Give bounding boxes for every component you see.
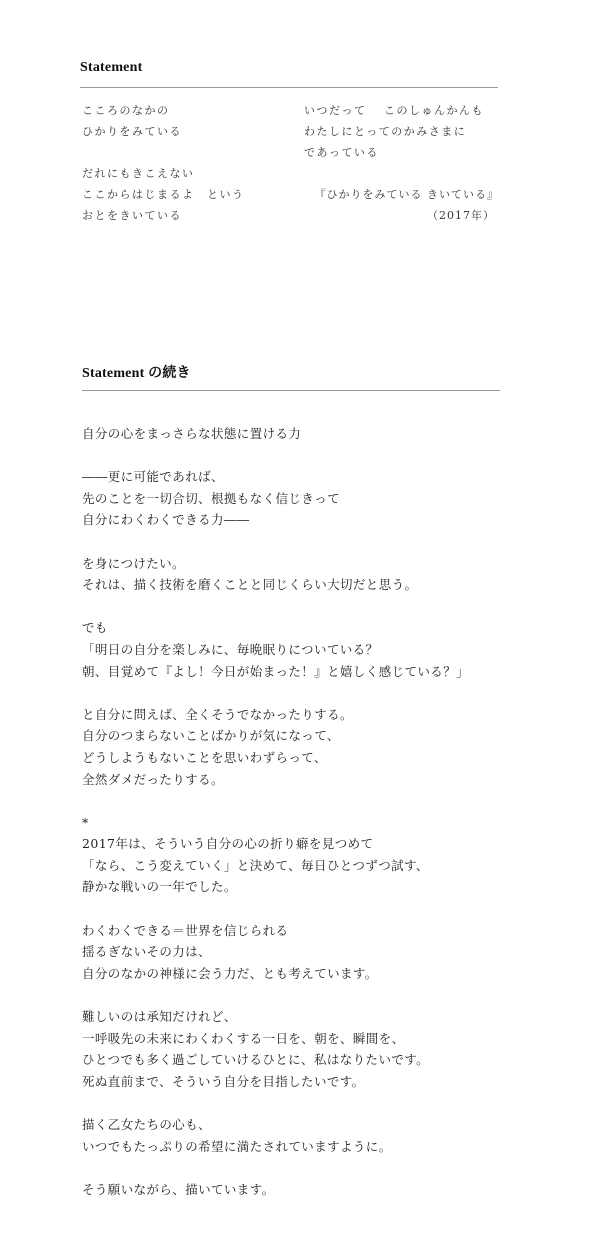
poem-line: いつだって このしゅんかんも <box>304 104 484 117</box>
poem-line: だれにもきこえない <box>82 167 195 180</box>
poem-line: わたしにとってのかみさまに <box>304 125 467 138</box>
poem-line: であっている <box>304 146 379 159</box>
poem-line: こころのなかの <box>82 104 170 117</box>
poem-line: ここからはじまるよ という <box>82 188 245 201</box>
poem-right-column <box>304 100 484 163</box>
essay-line: そう願いながら、描いています。 <box>82 1181 275 1197</box>
essay-line: でも <box>82 620 108 636</box>
essay-paragraph <box>82 920 582 985</box>
essay-line: 一呼吸先の未来にわくわくする一日を、朝を、瞬間を、 <box>82 1030 405 1046</box>
essay-line: 自分のつまらないことばかりが気になって、 <box>82 728 340 744</box>
essay-line: 2017年は、そういう自分の心の折り癖を見つめて <box>82 836 374 852</box>
essay-line: 全然ダメだったりする。 <box>82 771 224 787</box>
essay-paragraph <box>82 704 582 790</box>
statement-continued-divider <box>82 390 500 391</box>
essay-body <box>82 423 582 1222</box>
essay-line: それは、描く技術を磨くことと同じくらい大切だと思う。 <box>82 577 418 593</box>
essay-line: 自分の心をまっさらな状態に置ける力 <box>82 426 302 441</box>
essay-line: を身につけたい。 <box>82 555 185 571</box>
essay-line: 自分のなかの神様に会う力だ、とも考えています。 <box>82 965 378 981</box>
essay-paragraph <box>82 1114 582 1157</box>
essay-line: 揺るぎないその力は、 <box>82 944 212 960</box>
essay-line: どうしようもないことを思いわずらって、 <box>82 749 327 765</box>
essay-paragraph <box>82 617 582 682</box>
essay-line: ――更に可能であれば、 <box>82 469 224 485</box>
poem-line: ひかりをみている <box>82 125 182 138</box>
essay-paragraph <box>82 1006 582 1092</box>
essay-line: と自分に問えば、全くそうでなかったりする。 <box>82 706 353 722</box>
essay-paragraph <box>82 423 582 445</box>
poem-line <box>82 142 245 163</box>
essay-line: 朝、目覚めて『よし！今日が始まった！』と嬉しく感じている？」 <box>82 663 470 679</box>
essay-line: 描く乙女たちの心も、 <box>82 1117 212 1132</box>
essay-line: 難しいのは承知だけれど、 <box>82 1009 237 1025</box>
essay-line: 先のことを一切合切、根拠もなく信じきって <box>82 490 341 506</box>
statement-continued-heading: Statement の続き <box>82 366 191 381</box>
essay-paragraph <box>82 812 582 898</box>
essay-line: 死ぬ直前まで、そういう自分を目指したいです。 <box>82 1073 365 1089</box>
poem-title: 『ひかりをみている きいている』 <box>314 188 499 201</box>
essay-line: 静かな戦いの一年でした。 <box>82 879 237 895</box>
essay-line: 自分にわくわくできる力―― <box>82 512 250 528</box>
essay-line: 「明日の自分を楽しみに、毎晩眠りについている？ <box>82 641 379 657</box>
essay-line: わくわくできる＝世界を信じられる <box>82 922 289 938</box>
essay-line: いつでもたっぷりの希望に満たされていますように。 <box>82 1138 392 1154</box>
essay-line: * <box>82 814 89 830</box>
poem-line: おとをきいている <box>82 209 182 222</box>
poem-left-column <box>82 100 245 226</box>
essay-paragraph <box>82 466 582 531</box>
essay-line: 「なら、こう変えていく」と決めて、毎日ひとつずつ試す、 <box>82 857 429 873</box>
essay-paragraph <box>82 1179 582 1201</box>
essay-line: ひとつでも多く過ごしていけるひとに、私はなりたいです。 <box>82 1052 430 1068</box>
statement-heading: Statement <box>80 60 143 75</box>
essay-paragraph <box>82 553 582 596</box>
statement-divider <box>80 87 498 88</box>
poem-year: （2017年） <box>427 209 495 222</box>
